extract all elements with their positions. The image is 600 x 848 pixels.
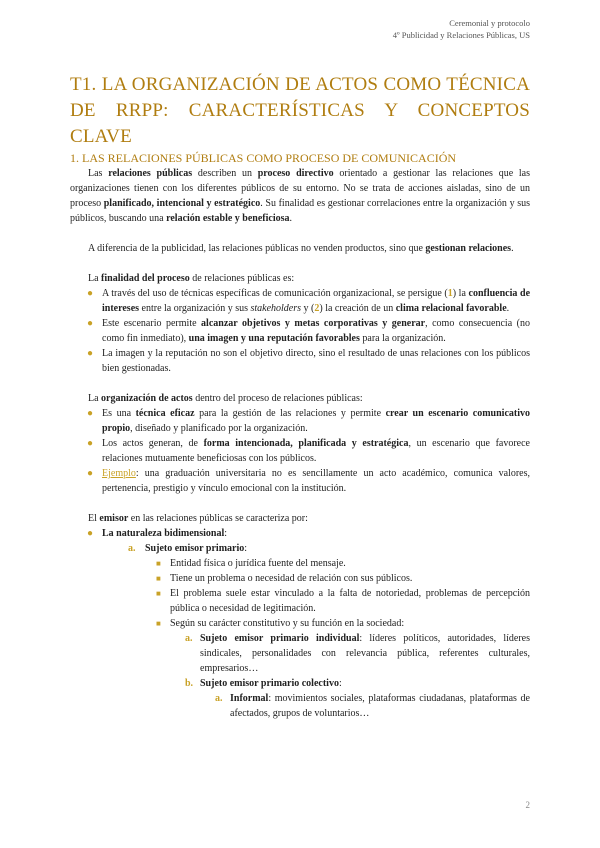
list-item	[70, 586, 530, 616]
number: 2	[314, 303, 320, 314]
text: Entidad física o jurídica fuente del mensaje.	[170, 558, 346, 569]
page-header	[393, 17, 530, 41]
list-item	[70, 466, 530, 496]
text: ) la creación de un	[319, 303, 396, 314]
bold-text: técnica eficaz	[135, 408, 195, 419]
header-course: Ceremonial y protocolo	[449, 18, 530, 28]
bullet-icon: ●	[87, 348, 94, 359]
text: para la organización.	[359, 333, 446, 344]
list-letter: a.	[185, 633, 193, 644]
bullet-icon: ●	[87, 528, 94, 539]
example-label: Ejemplo	[102, 468, 136, 479]
finalidad-intro	[70, 271, 530, 286]
text: La imagen y la reputación no son el objetivo directo, sino el resultado de unas relaciones con los públicos bien gestionadas.	[102, 348, 530, 374]
bullet-icon: ●	[87, 318, 94, 329]
bold-text: forma intencionada, planificada y estratégica	[203, 438, 409, 449]
square-bullet-icon: ■	[156, 619, 161, 628]
bold-text: alcanzar objetivos y metas corporativas y generar	[201, 318, 426, 329]
bold-text: Informal	[230, 693, 269, 704]
text: Los actos generan, de	[102, 438, 204, 449]
text: entre la organización y sus	[139, 303, 251, 314]
list-letter: a.	[128, 543, 136, 554]
text: El	[88, 513, 100, 524]
text: Según su carácter constitutivo y su función en la sociedad:	[170, 618, 405, 629]
list-item	[70, 316, 530, 346]
text: La	[88, 273, 102, 284]
bold-text: La naturaleza bidimensional	[102, 528, 225, 539]
bold-text: emisor	[99, 513, 129, 524]
text: y (	[301, 303, 315, 314]
text: de relaciones públicas es:	[189, 273, 295, 284]
text: , un escenario que favorece relaciones mutuamente beneficiosas con los públicos.	[102, 438, 530, 464]
list-item	[70, 406, 530, 436]
bold-text: una imagen y una reputación favorables	[188, 333, 360, 344]
paragraph-definition	[70, 166, 530, 226]
text: Las	[88, 168, 109, 179]
bold-text: clima relacional favorable	[395, 303, 507, 314]
text: describen un	[192, 168, 258, 179]
emisor-informal	[70, 691, 530, 721]
list-item	[70, 436, 530, 466]
text: Es una	[102, 408, 136, 419]
text: .	[511, 243, 514, 254]
list-item	[70, 571, 530, 586]
list-item	[70, 286, 530, 316]
text: .	[506, 303, 510, 314]
text: :	[224, 528, 228, 539]
italic-text: stakeholders	[250, 303, 302, 314]
emisor-colectivo	[70, 676, 530, 691]
emisor-individual	[70, 631, 530, 676]
bullet-icon: ●	[87, 408, 94, 419]
bold-text: relaciones públicas	[108, 168, 193, 179]
square-bullet-icon: ■	[156, 574, 161, 583]
emisor-intro	[70, 511, 530, 526]
page-number: 2	[525, 800, 530, 810]
text: , como consecuencia (no como fin inmediato),	[102, 318, 530, 344]
organizacion-list	[70, 406, 530, 496]
bold-text: Sujeto emisor primario colectivo	[200, 678, 339, 689]
text: Este escenario permite	[102, 318, 202, 329]
square-bullet-icon: ■	[156, 589, 161, 598]
list-item	[70, 616, 530, 631]
bold-text: crear un escenario comunicativo propio	[102, 408, 530, 434]
finalidad-list	[70, 286, 530, 376]
bold-text: gestionan relaciones	[425, 243, 512, 254]
text: para la gestión de las relaciones y permite	[194, 408, 386, 419]
emisor-level1	[70, 526, 530, 541]
text: Tiene un problema o necesidad de relación con sus públicos.	[170, 573, 413, 584]
square-bullet-icon: ■	[156, 559, 161, 568]
section-heading: 1. LAS RELACIONES PÚBLICAS COMO PROCESO DE COMUNICACIÓN	[70, 151, 457, 165]
bold-text: relación estable y beneficiosa	[166, 213, 290, 224]
bullet-icon: ●	[87, 438, 94, 449]
bold-text: confluencia de intereses	[102, 288, 531, 314]
list-item	[70, 556, 530, 571]
header-degree: 4º Publicidad y Relaciones Públicas, US	[392, 30, 530, 40]
text: .	[289, 213, 293, 224]
text: orientado a gestionar las relaciones que las organizaciones tienen con los diferentes públicos de su entorno. No se trata de acciones aisladas, sino de un proceso	[70, 168, 531, 209]
text: ) la	[452, 288, 469, 299]
text: A través del uso de técnicas específicas de comunicación organizacional, se persigue (	[102, 288, 448, 299]
chapter-title: T1. LA ORGANIZACIÓN DE ACTOS COMO TÉCNICA DE RRPP: CARACTERÍSTICAS Y CONCEPTOS CLAVE	[70, 74, 530, 147]
text: La	[88, 393, 102, 404]
text: A diferencia de la publicidad, las relaciones públicas no venden productos, sino que	[88, 243, 426, 254]
text: , diseñado y planificado por la organización.	[130, 423, 308, 434]
paragraph-difference	[70, 241, 530, 256]
text: : líderes políticos, autoridades, líderes sindicales, personalidades con relevancia pública, referentes culturales, empresarios…	[200, 633, 530, 674]
text: en las relaciones públicas se caracteriza por:	[128, 513, 308, 524]
text: . Su finalidad es gestionar correlaciones entre la organización y sus públicos, buscando una	[70, 198, 530, 224]
bold-text: Sujeto emisor primario individual	[200, 633, 360, 644]
bold-text: planificado, intencional y estratégico	[103, 198, 261, 209]
list-letter: b.	[185, 678, 194, 689]
bold-text: Sujeto emisor primario	[145, 543, 245, 554]
bullet-icon: ●	[87, 288, 94, 299]
bold-text: organización de actos	[101, 393, 193, 404]
text: : una graduación universitaria no es sencillamente un acto académico, comunica valores, pertenencia, prestigio y vínculo emocional con la institución.	[102, 468, 530, 494]
text: : movimientos sociales, plataformas ciudadanas, plataformas de afectados, grupos de voluntarios…	[230, 693, 530, 719]
number: 1	[447, 288, 453, 299]
list-letter: a.	[215, 693, 223, 704]
bullet-icon: ●	[87, 468, 94, 479]
text: :	[338, 678, 342, 689]
text: :	[244, 543, 248, 554]
text: El problema suele estar vinculado a la falta de notoriedad, problemas de percepción pública o necesidad de legitimación.	[170, 588, 530, 614]
emisor-level2	[70, 541, 530, 556]
text: dentro del proceso de relaciones públicas:	[192, 393, 363, 404]
list-item	[70, 346, 530, 376]
page-content	[70, 150, 530, 721]
organizacion-intro	[70, 391, 530, 406]
bold-text: finalidad del proceso	[101, 273, 190, 284]
bold-text: proceso directivo	[257, 168, 334, 179]
